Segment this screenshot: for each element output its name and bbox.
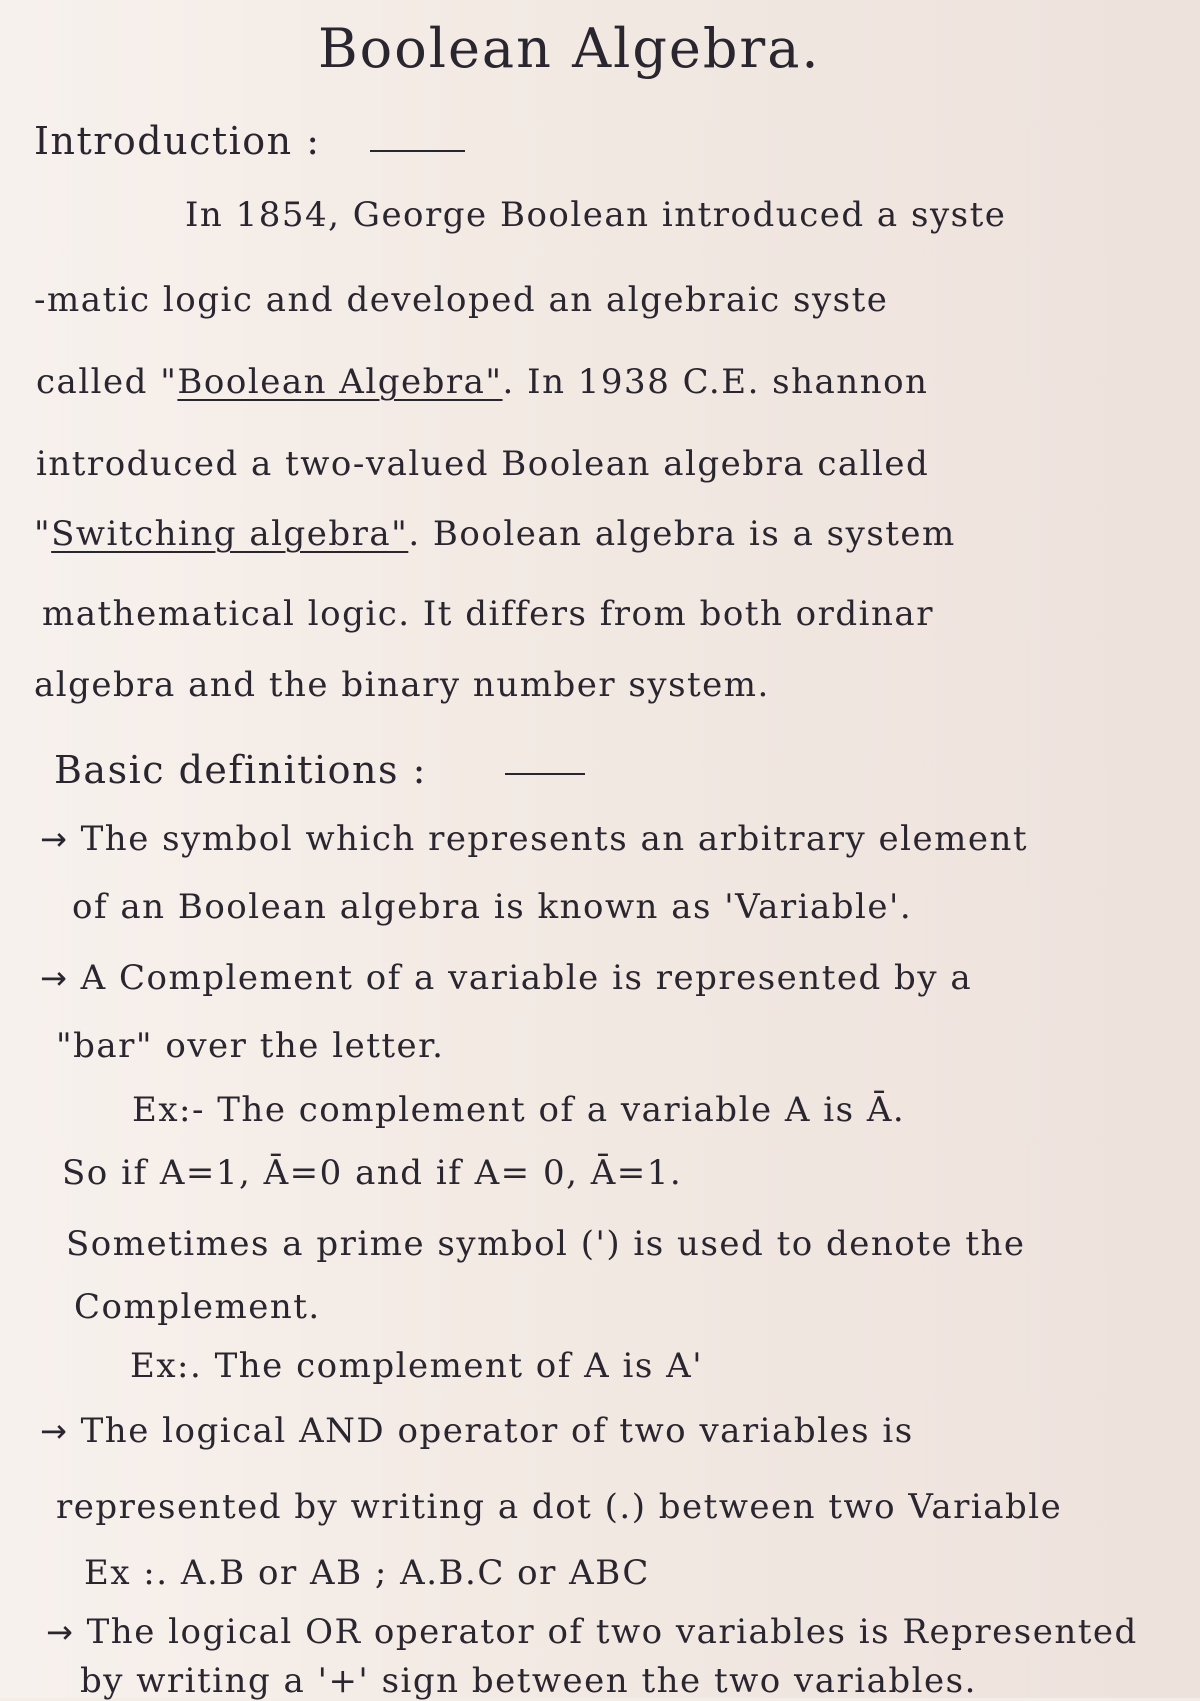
definition-line-9 [46,1612,1138,1652]
definition-text: The logical OR operator of two variables is Represented [86,1612,1138,1652]
intro-text: " [34,514,52,554]
intro-line-4: introduced a two-valued Boolean algebra called [36,444,930,484]
arrow-icon: → [40,820,69,858]
intro-text: . In 1938 C.E. shannon [502,362,929,402]
example-line-1: Ex:- The complement of a variable A is Ā. [132,1090,906,1130]
intro-line-6: mathematical logic. It differs from both ordinar [42,594,934,634]
arrow-icon: → [46,1613,75,1651]
definition-line-10: by writing a '+' sign between the two variables. [80,1661,977,1701]
page-title: Boolean Algebra. [318,17,821,80]
intro-text: called " [36,362,178,402]
intro-line-1: In 1854, George Boolean introduced a syste [185,195,1007,235]
definition-text: The logical AND operator of two variables is [80,1411,914,1451]
arrow-icon: → [40,959,69,997]
example-line-4: Ex :. A.B or AB ; A.B.C or ABC [84,1553,650,1593]
definition-line-6: Complement. [74,1287,321,1327]
definition-text: A Complement of a variable is represented by a [80,958,973,998]
intro-text: . Boolean algebra is a system [408,514,956,554]
section-heading-basic-definitions: Basic definitions : [54,748,427,792]
heading-rule [370,150,465,152]
switching-algebra-term: Switching algebra" [51,514,409,554]
definition-line-3 [40,958,973,998]
definition-text: The symbol which represents an arbitrary element [80,819,1029,859]
section-heading-introduction: Introduction : [34,119,321,163]
intro-line-7: algebra and the binary number system. [34,665,770,705]
definition-line-5: Sometimes a prime symbol (') is used to denote the [66,1224,1026,1264]
intro-line-5 [34,514,956,554]
definition-line-8: represented by writing a dot (.) between two Variable [56,1487,1063,1527]
heading-rule [505,773,585,775]
definition-line-1 [40,819,1029,859]
example-line-2: So if A=1, Ā=0 and if A= 0, Ā=1. [62,1153,683,1193]
definition-line-2: of an Boolean algebra is known as 'Variable'. [72,887,913,927]
definition-line-7 [40,1411,914,1451]
arrow-icon: → [40,1412,69,1450]
example-line-3: Ex:. The complement of A is A' [130,1346,704,1386]
definition-line-4: "bar" over the letter. [56,1026,445,1066]
boolean-algebra-term: Boolean Algebra" [177,362,503,402]
intro-line-2: -matic logic and developed an algebraic syste [34,280,889,320]
intro-line-3 [36,362,929,402]
